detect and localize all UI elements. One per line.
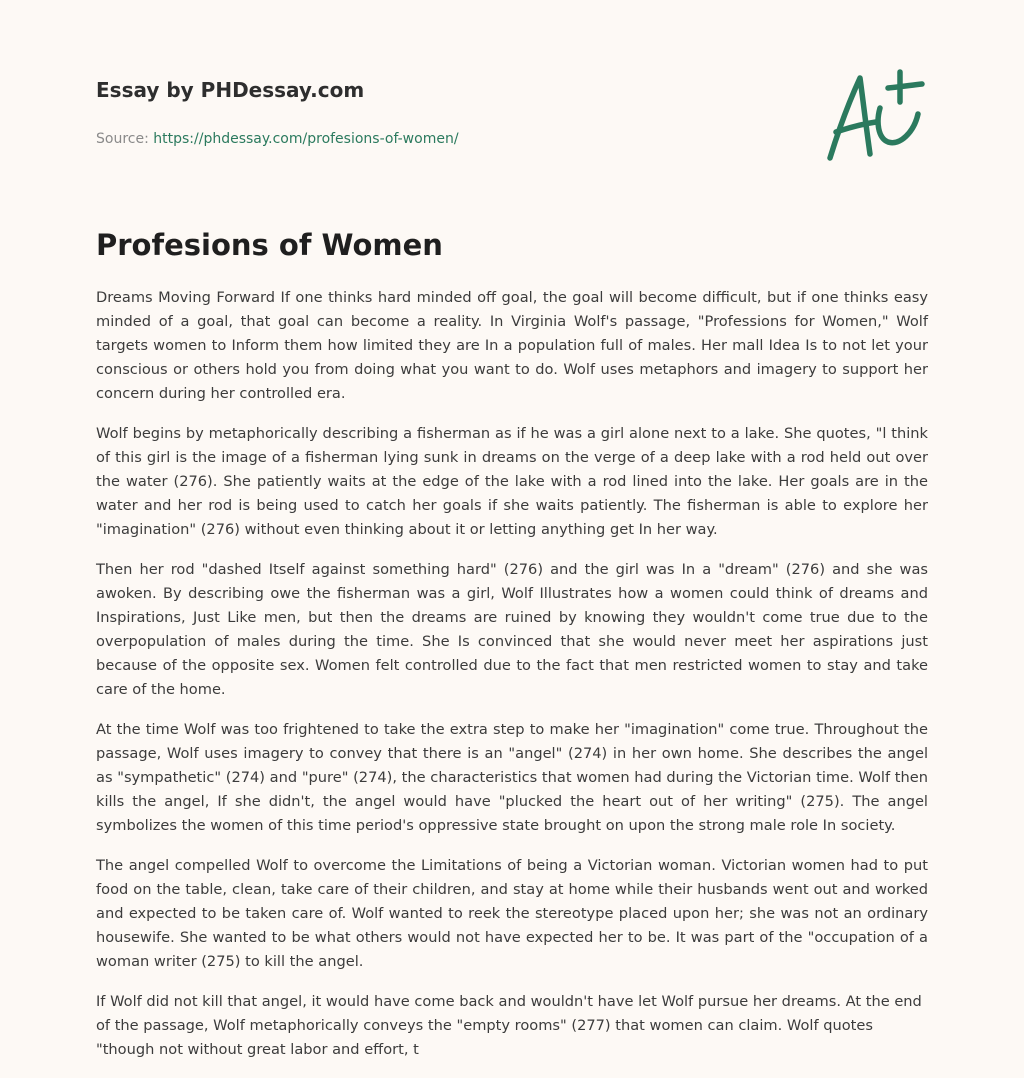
source-link[interactable]: https://phdessay.com/profesions-of-women/ [153,131,459,147]
essay-paragraph: The angel compelled Wolf to overcome the Limitations of being a Victorian woman. Victorian women had to put food on the table, clean, take care of their children, and stay at home while their husbands went out and worked and expected to be taken care of. Wolf wanted to reek the stereotype placed upon her; she was not an ordinary housewife. She wanted to be what others would not have expected her to be. It was part of the "occupation of a woman writer (275) to kill the angel. [96,857,928,970]
essay-paragraph: Wolf begins by metaphorically describing a fisherman as if he was a girl alone next to a lake. She quotes, "l think of this girl is the image of a fisherman lying sunk in dreams on the verge of a deep lake with a rod held out over the water (276). She patiently waits at the edge of the lake with a rod lined into the lake. Her goals are in the water and her rod is being used to catch her goals if she waits patiently. The fisherman is able to explore her "imagination" (276) without even thinking about it or letting anything get In her way. [96,425,928,538]
essay-paragraph: At the time Wolf was too frightened to take the extra step to make her "imagination" come true. Throughout the passage, Wolf uses imagery to convey that there is an "angel" (274) in her own home. She describes the angel as "sympathetic" (274) and "pure" (274), the characteristics that women had during the Victorian time. Wolf then kills the angel, If she didn't, the angel would have "plucked the heart out of her writing" (275). The angel symbolizes the women of this time period's oppressive state brought on upon the strong male role In society. [96,721,928,834]
source-line [96,130,696,148]
site-title: Essay by PHDessay.com [96,78,365,102]
page-title: Profesions of Women [96,228,443,262]
a-plus-logo-svg [822,66,926,166]
source-label: Source: [96,131,154,147]
essay-paragraph: Then her rod "dashed Itself against something hard" (276) and the girl was In a "dream" (276) and she was awoken. By describing owe the fisherman was a girl, Wolf Illustrates how a women could think of dreams and Inspirations, Just Like men, but then the dreams are ruined by knowing they wouldn't come true due to the overpopulation of males during the time. She Is convinced that she would never meet her aspirations just because of the opposite sex. Women felt controlled due to the fact that men restricted women to stay and take care of the home. [96,561,928,698]
essay-header [96,76,696,148]
essay-paragraph: If Wolf did not kill that angel, it would have come back and wouldn't have let Wolf pursue her dreams. At the end of the passage, Wolf metaphorically conveys the "empty rooms" (277) that women can claim. Wolf quotes "though not without great labor and effort, t [96,993,922,1058]
essay-body [96,286,928,1078]
essay-paragraph: Dreams Moving Forward If one thinks hard minded off goal, the goal will become difficult, but if one thinks easy minded of a goal, that goal can become a reality. In Virginia Wolf's passage, "Professions for Women," Wolf targets women to Inform them how limited they are In a population full of males. Her mall Idea Is to not let your conscious or others hold you from doing what you want to do. Wolf uses metaphors and imagery to support her concern during her controlled era. [96,289,928,402]
a-plus-logo-icon [822,66,926,166]
